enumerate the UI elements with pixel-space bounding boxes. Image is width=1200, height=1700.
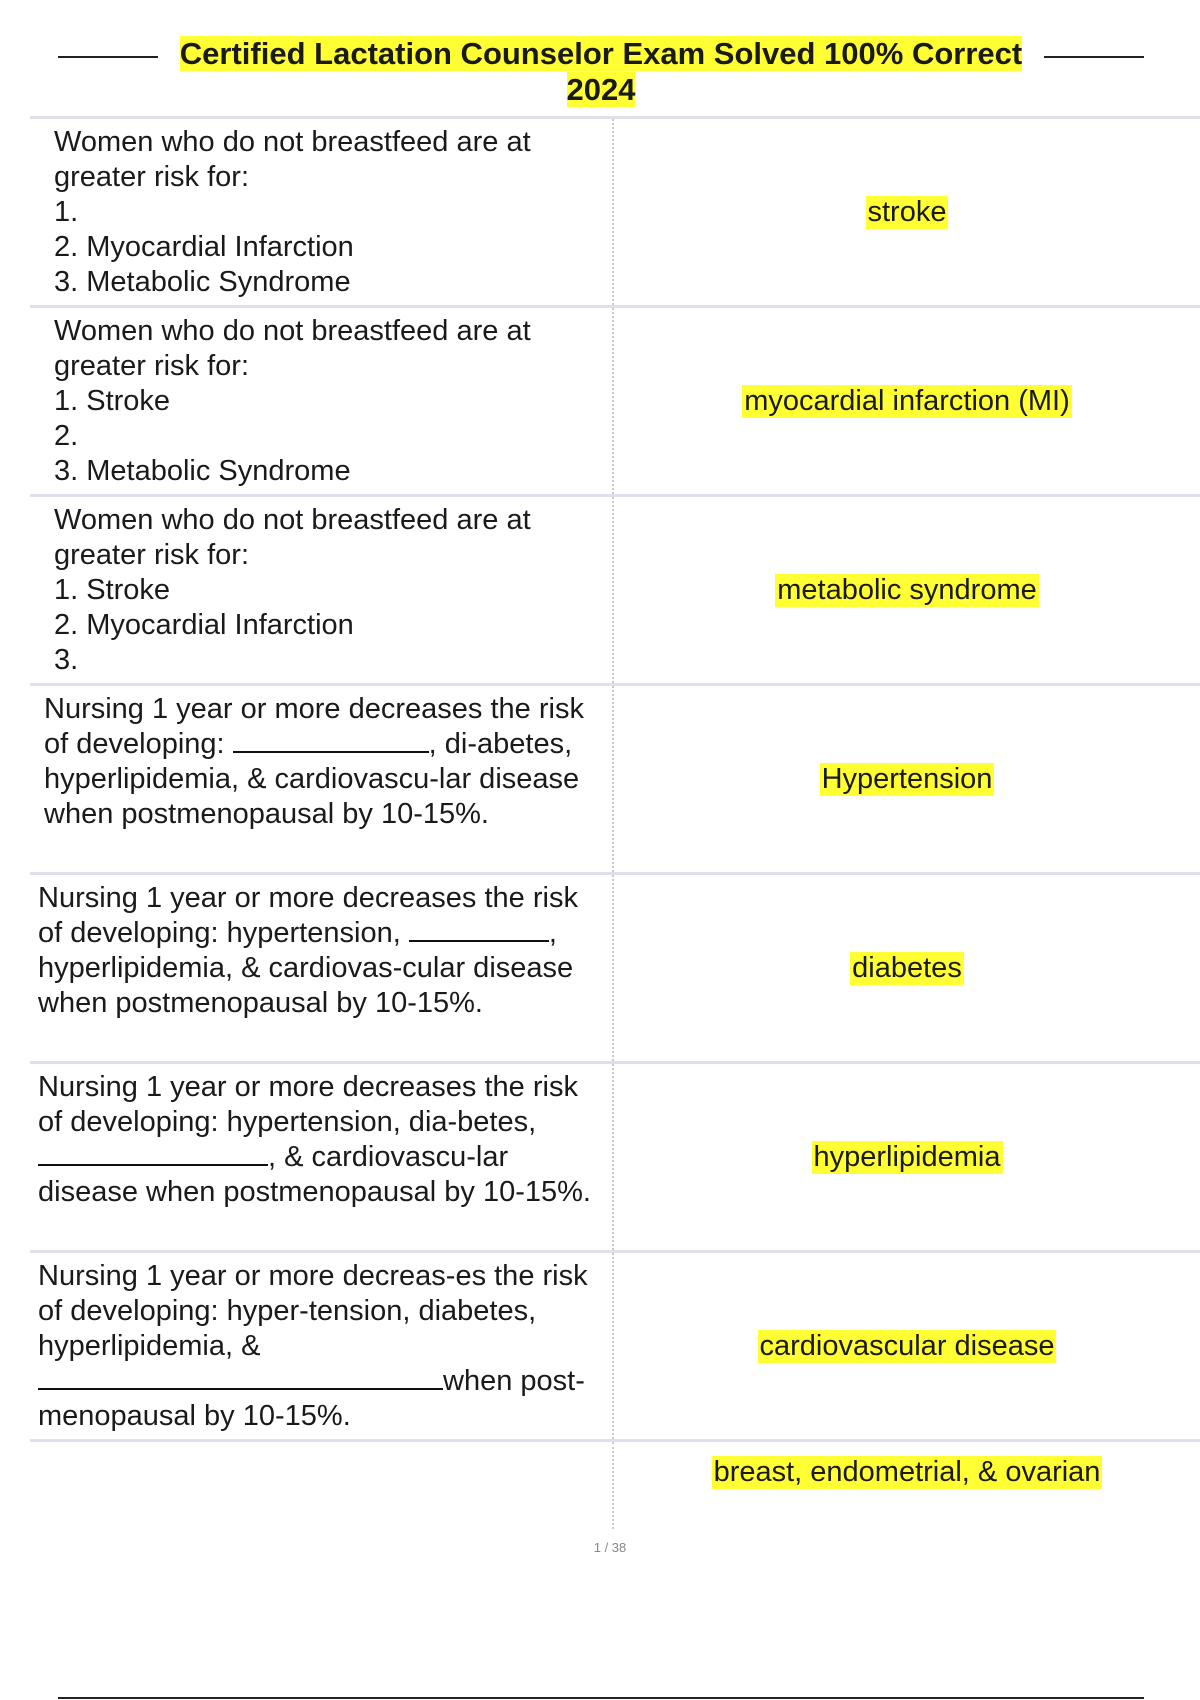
answer-cell [614, 875, 1200, 1061]
answer-cell [614, 119, 1200, 305]
question-text-before: Nursing 1 year or more decreas-es the risk of developing: hyper-tension, diabetes, hyperlipidemia, & [38, 1260, 588, 1362]
question-text-before: Nursing 1 year or more decreases the risk of developing: [44, 693, 584, 760]
page-indicator: 1 / 38 [593, 1540, 627, 1555]
question-cell: Women who do not breastfeed are at greater risk for: 1. Stroke 2. 3. Metabolic Syndrome [30, 308, 614, 494]
flashcard-row [30, 1439, 1200, 1529]
flashcard-row [30, 1061, 1200, 1250]
answer-text: cardiovascular disease [759, 1329, 1055, 1362]
flashcard-row [30, 305, 1200, 494]
question-text-after: , & cardiovascu-lar disease when postmenopausal by 10-15%. [38, 1141, 591, 1208]
flashcard-row [30, 1250, 1200, 1439]
question-cell [30, 1253, 614, 1439]
answer-text: stroke [867, 195, 947, 228]
question-cell [30, 686, 614, 872]
answer-text: hyperlipidemia [813, 1140, 1001, 1173]
question-cell: Women who do not breastfeed are at greater risk for: 1. Stroke 2. Myocardial Infarction 3. [30, 497, 614, 683]
answer-cell [614, 1442, 1200, 1529]
flashcard-row [30, 116, 1200, 305]
question-cell [30, 875, 614, 1061]
flashcard-row [30, 683, 1200, 872]
question-text-after: , di-abetes, hyperlipidemia, & cardiovascu-lar disease when postmenopausal by 10-15%. [44, 728, 580, 830]
question-cell: Women who do not breastfeed are at greater risk for: 1. 2. Myocardial Infarction 3. Metabolic Syndrome [30, 119, 614, 305]
question-cell [30, 1442, 614, 1529]
fill-in-blank [38, 1163, 268, 1166]
flashcard-row [30, 494, 1200, 683]
flashcard-table [30, 116, 1200, 1529]
fill-in-blank [38, 1387, 443, 1390]
header-rule-left [58, 56, 158, 58]
question-text-after: , hyperlipidemia, & cardiovas-cular disease when postmenopausal by 10-15%. [38, 917, 574, 1019]
answer-text: breast, endometrial, & ovarian [713, 1456, 1101, 1488]
answer-text: metabolic syndrome [777, 573, 1037, 606]
footer-rule [58, 1697, 1144, 1699]
question-text-after: when post-menopausal by 10-15%. [38, 1365, 585, 1432]
answer-cell [614, 308, 1200, 494]
document-title: Certified Lactation Counselor Exam Solved 100% Correct 2024 [179, 36, 1023, 107]
answer-cell [614, 497, 1200, 683]
answer-text: Hypertension [821, 762, 993, 795]
fill-in-blank [233, 750, 429, 753]
answer-cell [614, 1064, 1200, 1250]
answer-text: diabetes [852, 951, 962, 984]
document-header [58, 36, 1144, 108]
header-rule-right [1044, 56, 1144, 58]
answer-cell [614, 1253, 1200, 1439]
fill-in-blank [409, 939, 549, 942]
flashcard-row [30, 872, 1200, 1061]
question-text-before: Nursing 1 year or more decreases the risk of developing: hypertension, [38, 882, 578, 949]
question-text-before: Nursing 1 year or more decreases the risk of developing: hypertension, dia-betes, [38, 1071, 578, 1138]
answer-cell [614, 686, 1200, 872]
answer-text: myocardial infarction (MI) [744, 384, 1070, 417]
question-cell [30, 1064, 614, 1250]
